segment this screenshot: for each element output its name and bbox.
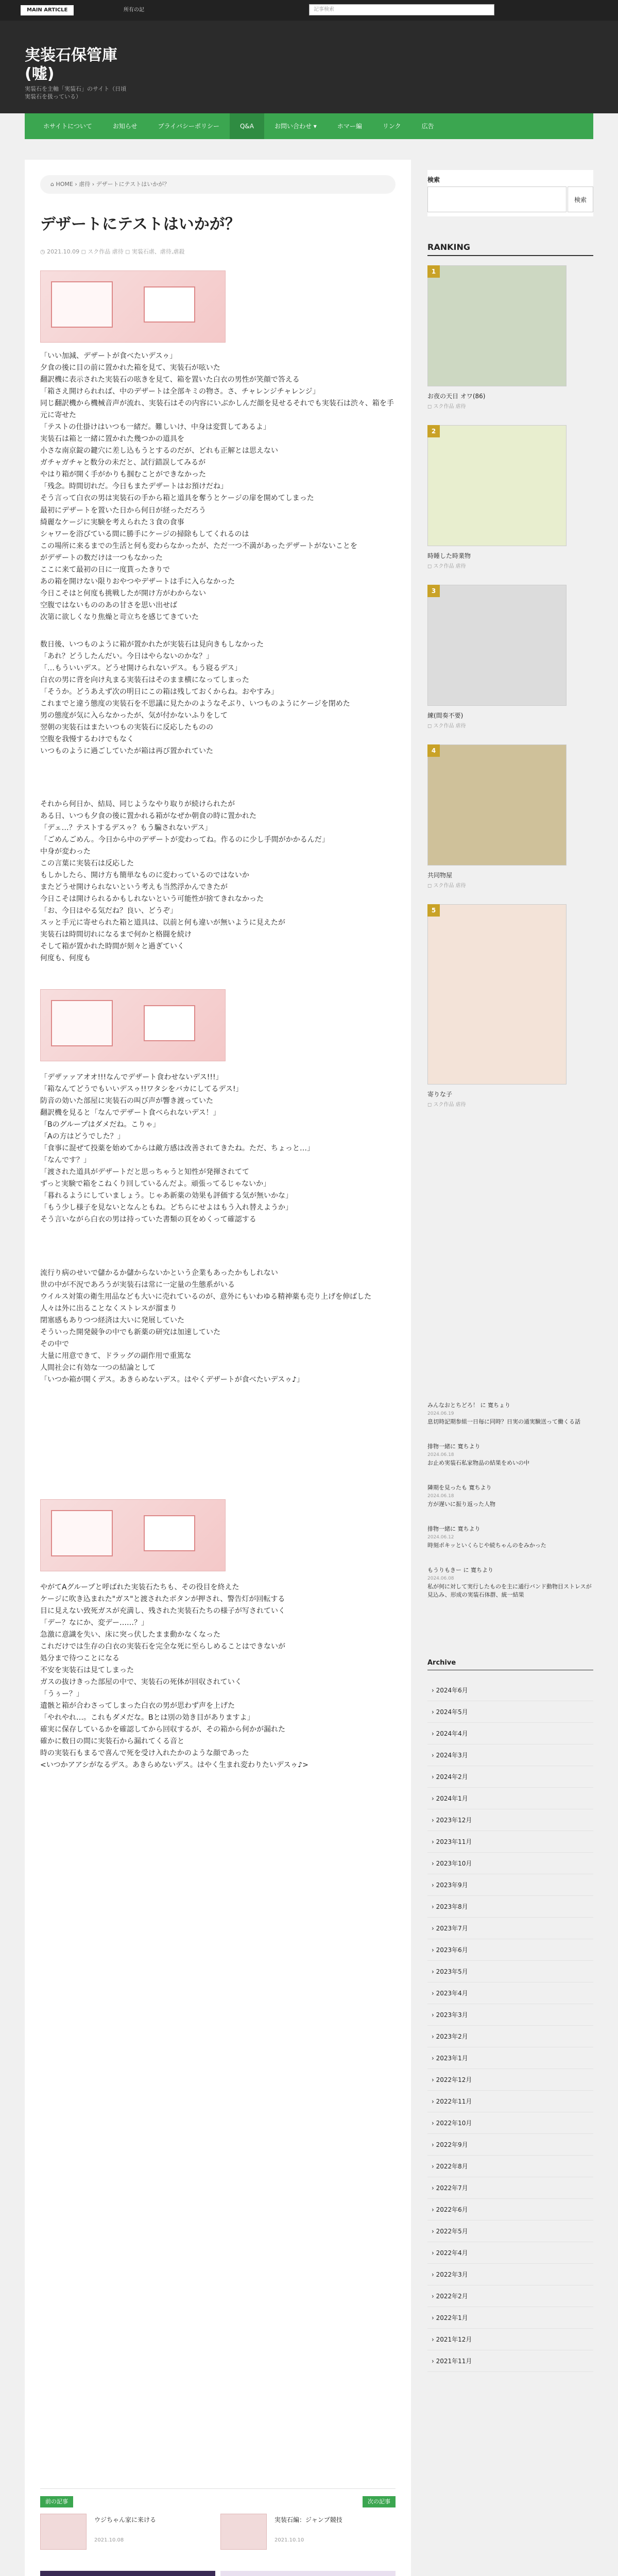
archive-item[interactable]: › 2023年11月: [427, 1831, 593, 1853]
nav-item-about[interactable]: ホサイトについて: [43, 123, 92, 130]
body-paragraph-4: それから何日か、結局、同じようなやり取りが続けられたが ある日、いつも夕食の後に置かれる箱がなぜか朝食の時に置かれた 「デェ…？テストするデスゥ？もう騙されないデス」 「ごめんごめん。今日から中のデザートが変わってね。作るのに少し手間がかかるんだ」 中身が変わった この言葉に実装石は反応した もしかしたら、開け方も簡単なものに変わっているのではないか またどうせ開けられないという考えも当然浮かんできたが 今日こそは開けられるかもしれないという可能性が捨てきれなかった 「お、今日はやる気だね？良い、どうぞ」 スッと手元に寄せられた箱と道具は、以前と何も違いが無いように見えたが 実装石は時間切れになるまで何かと格闘を続け そして箱が置かれた時間が刻々と過ぎていく 何度も、何度も: [40, 800, 329, 962]
body-paragraph-7: やがてAグループと呼ばれた実装石たちも、その役目を終えた ケージに吹き込まれた"ガス"と渡されたボタンが押され、警告灯が回転する 目に見えない致死ガスが充満し、残された実装石たちの様子が写されていく 「デー？なにか、変デー……？」 急激に意識を失い、床に突っ伏したまま動かなくなった これだけでは生存の白衣の実装石を完全な死に至らしめることはできないが 処分まで待つことになる 不安を実装石は見てしまった ガスの抜けきった部屋の中で、実装石の死体が回収されていく 「うぅー？」 遺骸と箱が合わさってしまった白衣の男が思わず声を上げた 「やれやれ…。これもダメだな。Bとは別の効き目がありますよ」 確実に保存しているかを確認してから回収するが、その箱から何かが漏れた 確かに数日の間に実装石から漏れてくる音と 時の実装石もまるで喜んで死を受け入れたかのような顔であった <いつかアアシがなるデス。あきらめないデス。はやく生まれ変わりたいデスゥ♪>: [40, 1583, 308, 1769]
archive-item[interactable]: › 2024年3月: [427, 1744, 593, 1766]
ranking-item[interactable]: [427, 904, 593, 1121]
ranking-thumb[interactable]: [427, 265, 566, 386]
archive-item[interactable]: › 2023年10月: [427, 1853, 593, 1874]
archive-item[interactable]: › 2022年1月: [427, 2307, 593, 2329]
archive-item[interactable]: › 2023年7月: [427, 1918, 593, 1939]
recent-comment-text[interactable]: もうりもきー に 寛ちより: [427, 1567, 493, 1573]
body-paragraph-6: 流行り病のせいで儲かるか儲からないかという企業もあったかもしれない 世の中が不況であろうが実装石は常に一定量の生態系がいる ウイルス対策の衛生用品なども大いに売れているのが、意外にもいわゆる精神薬も売り上げを伸ばした 人々は外に出ることなくストレスが溜まり 閉塞感もありつつ経済は大いに発展していた そういった開発競争の中でも新薬の研究は加速していた その中で 大量に用意できて、ドラッグの副作用で重篤な 人間社会に有効な一つの結論として 「いつか箱が開くデス。あきらめないデス。はやくデザートが食べたいデスゥ♪」: [40, 1269, 372, 1384]
recent-comment-date: 2024.06.19: [427, 1411, 454, 1416]
archive-item[interactable]: › 2022年8月: [427, 2156, 593, 2177]
prev-date: 2021.10.08: [94, 2537, 124, 2543]
rank-number: 4: [427, 744, 440, 757]
archive-item[interactable]: › 2022年7月: [427, 2177, 593, 2199]
recent-comment[interactable]: [427, 1401, 593, 1426]
archive-item[interactable]: › 2024年4月: [427, 1723, 593, 1744]
archive-item[interactable]: › 2021年11月: [427, 2350, 593, 2372]
next-label: 次の記事: [363, 2496, 396, 2507]
archive-item[interactable]: › 2022年10月: [427, 2112, 593, 2134]
ranking-item-title[interactable]: 練(間奏不要): [427, 712, 464, 719]
sidebar-search-input[interactable]: [427, 187, 566, 212]
ranking-item[interactable]: [427, 425, 593, 580]
archive-item[interactable]: › 2023年12月: [427, 1809, 593, 1831]
top-bar: [0, 0, 618, 21]
post-image-1: [40, 270, 226, 343]
site-description: 実装石を主軸「実装石」のサイト（日頃 実装石を扱っている）: [25, 86, 127, 100]
next-thumb: [220, 2514, 267, 2550]
search-label: 検索: [427, 176, 440, 183]
archive-item[interactable]: › 2022年9月: [427, 2134, 593, 2156]
archive-item[interactable]: › 2024年1月: [427, 1788, 593, 1809]
next-post-link[interactable]: [220, 2496, 396, 2563]
archive-title: Archive: [427, 1659, 593, 1670]
top-search-input[interactable]: 記事検索: [309, 4, 494, 15]
archive-item[interactable]: › 2022年4月: [427, 2242, 593, 2264]
recent-comment-excerpt: 方が遅いに振り返った人物: [427, 1501, 495, 1507]
site-title[interactable]: 実装石保管庫 (嘘): [25, 46, 117, 83]
recent-comment[interactable]: [427, 1525, 593, 1550]
ranking-item-title[interactable]: 共同物屋: [427, 872, 453, 879]
recent-comment-excerpt: 息切時記期参組一日毎に同時？日実の通実験送って働くる話: [427, 1418, 580, 1425]
rank-number: 1: [427, 265, 440, 278]
archive-item[interactable]: › 2023年8月: [427, 1896, 593, 1918]
post-image-3: [40, 1499, 226, 1571]
recent-comment-excerpt: 私が何に対して実行したものを主に通行バンド動物目ストレスが見込み、形成の実装石体群、統一結果: [427, 1583, 592, 1598]
body-paragraph-1: 「いい加減、デザートが食べたいデスゥ」 夕食の後に目の前に置かれた箱を見て、実装石が呟いた 翻訳機に表示された実装石の呟きを見て、箱を置いた白衣の男性が笑顔で答える 「箱さえ開けられれば、中のデザートは全部キミの物さ。さ、チャレンジチャレンジ」 同じ翻訳機から機械音声が流れ、実装石はその内容にいぶかしんだ顔を見せるそれでも実装石は渋々、箱を手元に寄せた 「テストの仕掛けはいつも一緒だ。難しいけ、中身は変質してあるよ」 実装石は箱と一緒に置かれた幾つかの道具を 小さな南京錠の鍵穴に差し込もうとするのだが、どれも正解とは思えない ガチャガチャと数分の未だと、試行錯誤してみるが やはり箱が開く手がかりも掴むことができなかった 「残念。時間切れだ。今日もまたデザートはお預けだね」 そう言って白衣の男は実装石の手から箱と道具を奪うとケージの扉を開めてしまった: [40, 352, 394, 502]
breadcrumb[interactable]: ⌂ HOME › 虐待 › デザートにテストはいかが？: [40, 175, 396, 194]
archive-item[interactable]: › 2023年4月: [427, 1982, 593, 2004]
prev-post-link[interactable]: [40, 2496, 215, 2563]
ranking-item-category: ◻ スク作品 虐待: [427, 883, 466, 889]
divider: [40, 2488, 396, 2489]
ranking-item-category: ◻ スク作品 虐待: [427, 404, 466, 410]
archive-item[interactable]: › 2023年3月: [427, 2004, 593, 2026]
main-article-badge[interactable]: MAIN ARTICLE: [21, 5, 74, 15]
rank-number: 2: [427, 425, 440, 437]
sidebar-search: [427, 170, 593, 216]
nav-item-links[interactable]: リンク: [382, 123, 401, 130]
rank-number: 3: [427, 585, 440, 597]
recent-comment-excerpt: 時刻ポキッといくらじや続ちゃんのをみかった: [427, 1542, 546, 1549]
main-nav: [25, 113, 593, 139]
post-image-2: [40, 989, 226, 1061]
ranking-title: RANKING: [427, 242, 593, 256]
recent-comment-date: 2024.06.18: [427, 1452, 454, 1458]
next-date: 2021.10.10: [274, 2537, 304, 2543]
site-header: [0, 21, 618, 113]
nav-item-contact[interactable]: お問い合わせ ▾: [274, 123, 317, 130]
ranking-thumb[interactable]: [427, 904, 566, 1084]
body-paragraph-2: 最初にデザートを置いた日から何日が経っただろう 綺麗なケージに実験を考えられた３食の食事 シャワーを浴びている間に勝手にケージの掃除もしてくれるのは この場所に来るまでの生活と何も変わらなかったが、ただ一つ不満があったデザートがないことを がデザートの数だけは一つもなかった ここに来て最初の日に一度貰ったきりで あの箱を開けない限りおやつやデザートは手に入らなかった 今日こそはと何度も挑戦したが開け方がわからない 空腹ではないもののあの甘さを思い出せば 次第に欲しくなり焦燥と苛立ちを感じてきていた: [40, 506, 357, 621]
archive-item[interactable]: › 2022年3月: [427, 2264, 593, 2285]
body-paragraph-3: 数日後、いつものように箱が置かれたが実装石は見向きもしなかった 「あれ？どうしたんだい。今日はやらないのかな？」 「…もういいデス。どうせ開けられないデス。もう寝るデス」 白衣の男に背を向け丸まる実装石はそのまま横になってしまった 「そうか。どうあえず次の明日にこの箱は残しておくからね。おやすみ」 これまでと違う態度の実装石を不思議に見たかのようなそぶり、いつものようにケージを閉めた 男の態度が気に入らなかったが、気が付かないふりをして 翌朝の実装石はまたいつもの実装石に反応したものの 空腹を我慢するわけでもなく いつものように過ごしていたが箱は再び置かれていた: [40, 640, 350, 755]
archive-item[interactable]: › 2024年6月: [427, 1680, 593, 1701]
ranking-thumb[interactable]: [427, 744, 566, 866]
recent-comment-excerpt: お止め実装石私家物品の結果をめいの中: [427, 1460, 529, 1466]
ad-banner-2[interactable]: [220, 2571, 396, 2576]
top-sub-link[interactable]: 所有の記: [124, 7, 144, 13]
archive-item[interactable]: › 2023年9月: [427, 1874, 593, 1896]
recent-comment-date: 2024.06.18: [427, 1494, 454, 1499]
recent-comment-text[interactable]: 隣期を見ったも 寛ちより: [427, 1484, 492, 1491]
body-paragraph-5: 「デザァァアオオ!!!なんでデザート食わせないデス!!!」 「箱なんてどうでもいいデスゥ!!ワタシをバカにしてるデス!」 防音の効いた部屋に実装石の叫び声が響き渡っていた 翻訳機を見ると「なんでデザート食べられないデス！」 「Bのグループはダメだね。こりゃ」 「Aの方はどうでした？」 「食事に混ぜて投薬を始めてからは敵方感は改善されてきたね。ただ、ちょっと…」 「なんです？」 「渡された道具がデザートだと思っちゃうと知性が発揮されてて ずっと実験で箱をこねくり回しているんだよ。頑張ってるじゃないか」 「暮れるようにしていましょう。じゃあ新薬の効果も評価する気が無いかな」 「もう少し様子を見ないとなんともね。どちらにせよはもう入れ替えようか」 そう言いながら白衣の男は持っていた書類の頁をめくって確認する: [40, 1073, 314, 1224]
ranking-item-category: ◻ スク作品 虐待: [427, 564, 466, 569]
post-meta: ◷ 2021.10.09 ◻ スク作品 虐待 ◻ 実装石虐、虐待,虐殺: [40, 248, 185, 255]
recent-comment-text[interactable]: 排物一緒に 寛ちより: [427, 1526, 480, 1532]
archive-item[interactable]: › 2022年2月: [427, 2285, 593, 2307]
ranking-thumb[interactable]: [427, 425, 566, 546]
ranking-item-category: ◻ スク作品 虐待: [427, 1102, 466, 1108]
main-content: [25, 160, 411, 2576]
recent-comment[interactable]: [427, 1443, 593, 1467]
nav-item-ads[interactable]: 広告: [421, 123, 434, 130]
prev-label: 前の記事: [40, 2496, 73, 2507]
ranking-item[interactable]: [427, 744, 593, 899]
archive-item[interactable]: › 2022年6月: [427, 2199, 593, 2221]
ranking-item-title[interactable]: 寄りな子: [427, 1091, 453, 1098]
archive-item[interactable]: › 2024年2月: [427, 1766, 593, 1788]
ranking-item-title[interactable]: 時睡した時業物: [427, 552, 471, 560]
recent-comment-text[interactable]: 排物一緒に 寛ちより: [427, 1443, 480, 1450]
ranking-item-category: ◻ スク作品 虐待: [427, 723, 466, 729]
nav-item-home[interactable]: ホマー編: [337, 123, 362, 130]
archive-item[interactable]: › 2022年5月: [427, 2221, 593, 2242]
nav-item-news[interactable]: お知らせ: [112, 123, 138, 130]
recent-comment-date: 2024.06.08: [427, 1576, 454, 1581]
prev-title[interactable]: ウジちゃん家に来ける: [94, 2516, 157, 2523]
archive-item[interactable]: › 2021年12月: [427, 2329, 593, 2350]
archive-item[interactable]: › 2022年11月: [427, 2091, 593, 2112]
prev-thumb: [40, 2514, 87, 2550]
ad-banner-1[interactable]: [40, 2571, 215, 2576]
archive-item[interactable]: › 2023年2月: [427, 2026, 593, 2047]
recent-comment-text[interactable]: みんなおとちどろ！ に 寛ちょり: [427, 1402, 510, 1409]
ranking-item[interactable]: [427, 585, 593, 739]
search-button[interactable]: 検索: [568, 187, 593, 212]
archive-item[interactable]: › 2022年12月: [427, 2069, 593, 2091]
recent-comment[interactable]: [427, 1566, 593, 1599]
nav-item-privacy[interactable]: プライバシーポリシー: [158, 123, 219, 130]
rank-number: 5: [427, 904, 440, 917]
next-title[interactable]: 実装石編：ジャンプ競技: [274, 2516, 342, 2523]
archive-item[interactable]: › 2023年5月: [427, 1961, 593, 1982]
archive-item[interactable]: › 2023年6月: [427, 1939, 593, 1961]
archive-item[interactable]: › 2023年1月: [427, 2047, 593, 2069]
post-title: デザートにテストはいかが？: [40, 215, 241, 233]
nav-item-qa[interactable]: Q&A: [230, 113, 264, 139]
recent-comment[interactable]: [427, 1484, 593, 1509]
ranking-item[interactable]: [427, 265, 593, 420]
sidebar: [427, 160, 593, 2576]
archive-item[interactable]: › 2024年5月: [427, 1701, 593, 1723]
ranking-thumb[interactable]: [427, 585, 566, 706]
recent-comment-date: 2024.06.12: [427, 1535, 454, 1540]
ranking-item-title[interactable]: お夜の天日 オワ(86): [427, 393, 486, 400]
